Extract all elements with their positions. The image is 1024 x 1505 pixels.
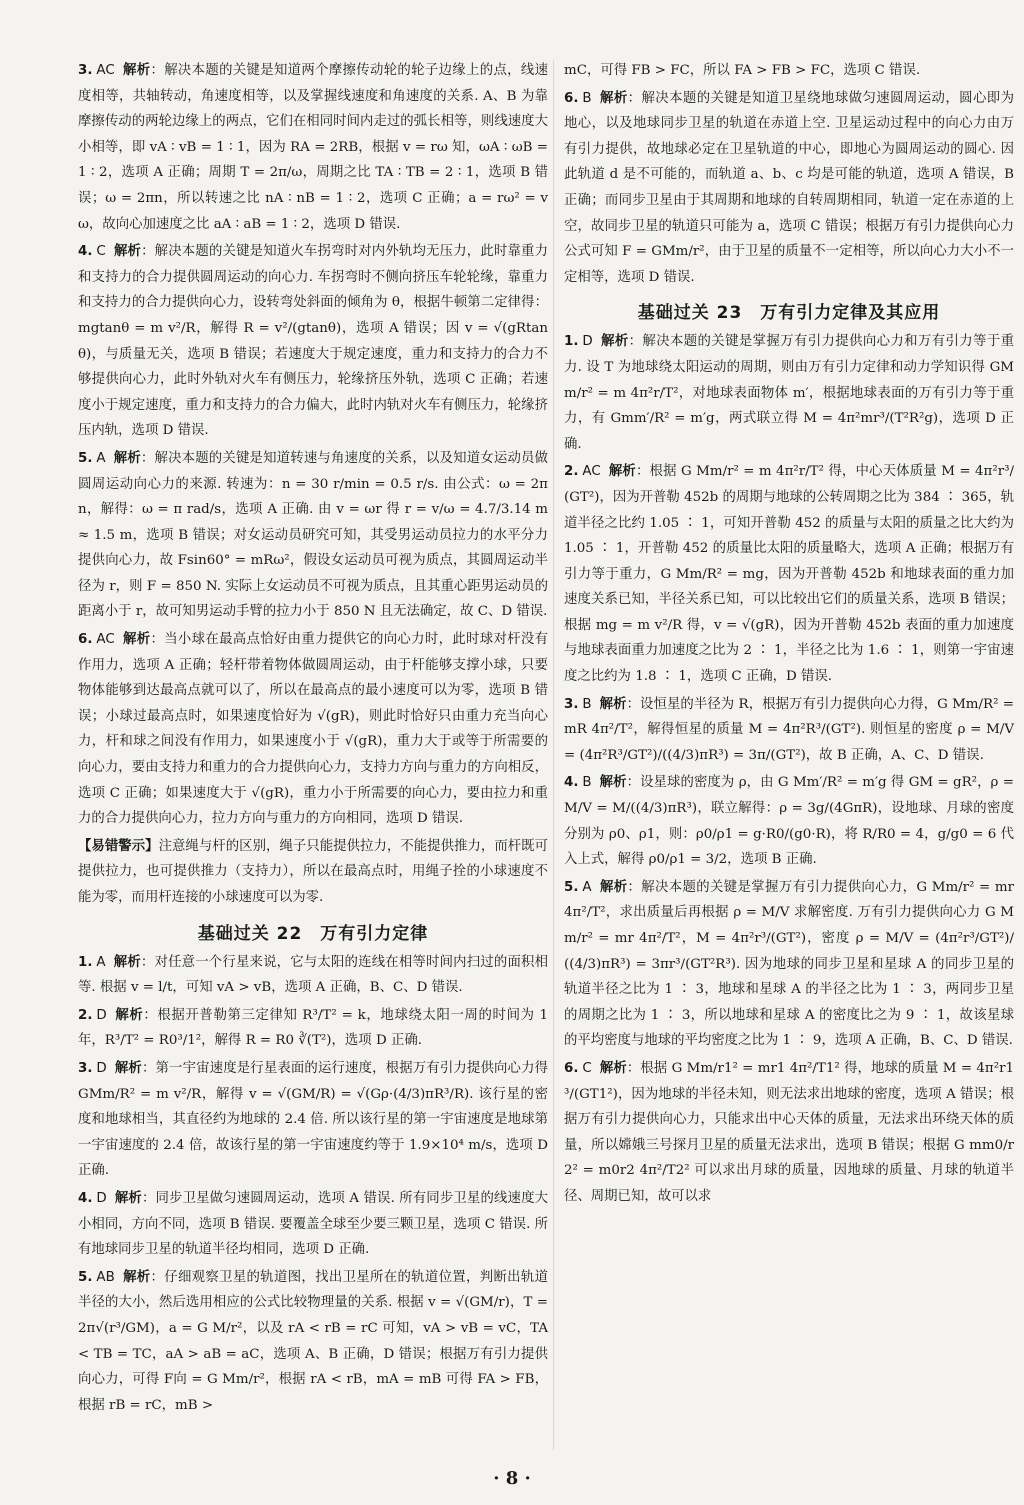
analysis-label: 解析 [599,696,627,712]
item-answer: D [96,1007,107,1023]
analysis-label: 解析 [113,954,141,970]
answer-item [78,1003,548,1054]
item-answer: C [96,244,106,260]
item-text: ：解决本题的关键是掌握万有引力提供向心力，G Mm/r² = mr 4π²/T²，求出质量后再根据 ρ = M/V 求解密度. 万有引力提供向心力 G Mm/r² = mr 4π²/T²，M = 4π²r³/(GT²)，密度 ρ = M/V = (4π²r³/GT²)/((4/3)πR³) = 3πr³/(GT²R³). 因为地球的同步卫星和星球 A 的同步卫星的轨道半径之比为 1 ∶ 3，地球和星球 A 的半径之比为 1 ∶ 3，两同步卫星的周期之比为 1 ∶ 3，所以地球和星球 A 的密度比之为 9 ∶ 1，故该星球的平均密度与地球的平均密度之比为 1 ∶ 9，选项 A 正确，B、C、D 错误. [564,879,1014,1049]
item-answer: AC [96,63,115,78]
section-title-22: 基础过关 22 万有引力定律 [197,923,429,944]
item-text: ：对任意一个行星来说，它与太阳的连线在相等时间内扫过的面积相等. 根据 v = l/t，可知 vA > vB，选项 A 正确，B、C、D 错误. [78,954,549,996]
analysis-label: 解析 [599,90,628,106]
warning-label: 【易错警示】 [78,838,159,854]
item-text: ：解决本题的关键是知道转速与角速度的关系，以及知道女运动员做圆周运动向心力的来源. 转速为：n = 30 r/min = 0.5 r/s. 由公式：ω = 2πn，解得：ω = π rad/s，选项 A 正确. 由 v = ωr 得 r = v/ω = 4.7/3.14 m ≈ 1.5 m，选项 B 错误；对女运动员研究可知，其受男运动员拉力的水平分力提供向心力，故 Fsin60° = mRω²，假设女运动员可视为质点，其圆周运动半径为 r，则 F = 850 N. 实际上女运动员不可视为质点，且其重心距男运动员的距离小于 r，故可知男运动手臂的拉力小于 850 N 且无法确定，故 C、D 错误. [78,450,549,620]
answer-item [78,1186,548,1263]
right-column [564,58,1014,1212]
item-text: ：解决本题的关键是掌握万有引力提供向心力和万有引力等于重力. 设 T 为地球绕太阳运动的周期，则由万有引力定律和动力学知识得 GMm/r² = m 4π²r/T²，对地球表面物体 m′，根据地球表面的万有引力等于重力，有 Gmm′/R² = m′g，两式联立得 M = 4π²mr³/(T²R²g)，选项 D 正确. [564,334,1014,452]
analysis-label: 解析 [122,1269,151,1285]
answer-item [564,875,1014,1054]
item-answer: A [96,450,106,466]
item-text: ：设恒星的半径为 R，根据万有引力提供向心力得，G Mm/R² = mR 4π²/T²，解得恒星的质量 M = 4π²R³/(GT²). 则恒星的密度 ρ = M/V = (4π²R³/GT²)/((4/3)πR³) = 3π/(GT²)，故 B 正确，A、C、D 错误. [564,696,1015,763]
analysis-label: 解析 [114,1007,144,1023]
item-text: ：解决本题的关键是知道两个摩擦传动轮的轮子边缘上的点，线速度相等，共轴转动，角速度相等，以及掌握线速度和角速度的关系. A、B 为靠摩擦传动的两轮边缘上的两点，它们在相同时间内走过的弧长相等，则线速度大小相等，即 vA ∶ vB = 1 ∶ 1，因为 RA = 2RB，根据 v = rω 知，ωA ∶ ωB = 1 ∶ 2，选项 A 正确；周期 T = 2π/ω，周期之比 TA ∶ TB = 2 ∶ 1，选项 B 错误；ω = 2πn，所以转速之比 nA ∶ nB = 1 ∶ 2，选项 C 正确；a = rω² = vω，故向心加速度之比 aA ∶ aB = 1 ∶ 2，选项 D 错误. [78,63,549,232]
item-answer: D [96,1190,107,1206]
item-number: 4. [78,244,93,260]
analysis-label: 解析 [113,244,142,260]
analysis-label: 解析 [122,63,151,78]
item-number: 5. [78,1269,93,1285]
item-number: 3. [564,696,579,712]
answer-item [78,627,548,832]
item-text: ：设星球的密度为 ρ，由 G Mm′/R² = m′g 得 GM = gR²，ρ = M/V = M/((4/3)πR³)，联立解得：ρ = 3g/(4GπR)，设地球、月球的密度分别为 ρ0、ρ1，则：ρ0/ρ1 = g·R0/(g0·R)，将 R/R0 = 4，g/g0 = 6 代入上式，解得 ρ0/ρ1 = 3/2，选项 B 正确. [564,775,1014,868]
left-column [78,58,548,1420]
item-text: ：当小球在最高点恰好由重力提供它的向心力时，此时球对杆没有作用力，选项 A 正确；轻杆带着物体做圆周运动，由于杆能够支撑小球，只要物体能够到达最高点就可以了，所以在最高点的最小速度可以为零，选项 B 错误；小球过最高点时，如果速度恰好为 √(gR)，则此时恰好只由重力充当向心力，杆和球之间没有作用力，如果速度小于 √(gR)，重力大于或等于所需要的向心力，要由支持力和重力的合力提供向心力，支持力方向与重力的方向相反，选项 C 正确；如果速度大于 √(gR)，重力小于所需要的向心力，要由拉力和重力的合力提供向心力，拉力方向与重力的方向相同，选项 D 错误. [78,632,549,827]
answer-item [564,1056,1014,1210]
item-number: 5. [564,879,579,895]
answer-item [564,459,1014,689]
answer-item [78,446,548,625]
item-number: 6. [564,90,579,106]
analysis-label: 解析 [600,334,629,350]
item-number: 1. [78,954,93,970]
item-number: 1. [564,334,579,350]
item-text: ：根据 G Mm/r1² = mr1 4π²/T1² 得，地球的质量 M = 4π²r1³/(GT1²)，因为地球的半径未知，则无法求出地球的密度，选项 A 错误；根据万有引力提供向心力，只能求出中心天体的质量，无法求出环绕天体的质量，所以嫦娥三号探月卫星的质量无法求出，选项 B 错误；根据 G mm0/r2² = m0r2 4π²/T2² 可以求出月球的质量，因地球的质量、月球的轨道半径、周期已知，故可以求 [564,1060,1014,1204]
analysis-label: 解析 [122,632,151,648]
item-number: 4. [564,775,579,791]
item-answer: A [582,879,592,895]
item-answer: B [582,696,592,712]
item-number: 3. [78,1060,93,1076]
answer-item [78,1056,548,1184]
analysis-label: 解析 [599,775,627,791]
column-divider [553,60,554,1450]
item-number: 5. [78,450,93,466]
analysis-label: 解析 [114,1190,142,1206]
item-text: ：仔细观察卫星的轨道图，找出卫星所在的轨道位置，判断出轨道半径的大小，然后选用相应的公式比较物理量的关系. 根据 v = √(GM/r)，T = 2π√(r³/GM)，a = G M/r²，以及 rA < rB = rC 可知，vA > vB = vC，TA < TB = TC，aA > aB = aC，选项 A、B 正确，D 错误；根据万有引力提供向心力，可得 F向 = G Mm/r²，根据 rA < rB，mA = mB 可得 FA > FB，根据 rB = rC，mB > [78,1269,549,1413]
item-answer: AC [96,632,115,648]
answer-item [564,770,1014,872]
item-answer: A [96,954,106,970]
analysis-label: 解析 [599,879,628,895]
answer-item [564,329,1014,457]
answer-item [564,692,1014,769]
item-answer: AB [96,1269,115,1285]
answer-item [78,58,548,237]
analysis-label: 解析 [599,1060,627,1076]
answer-item [78,950,548,1001]
item-text: ：根据开普勒第三定律知 R³/T² = k，地球绕太阳一周的时间为 1 年，R³/T² = R0³/1²，解得 R = R0 ∛(T²)，选项 D 正确. [78,1007,548,1049]
item-text: ：同步卫星做匀速圆周运动，选项 A 错误. 所有同步卫星的线速度大小相同，方向不同，选项 B 错误. 要覆盖全球至少要三颗卫星，选项 C 错误. 所有地球同步卫星的轨道半径均相同，选项 D 正确. [78,1190,549,1258]
analysis-label: 解析 [113,450,141,466]
item-number: 6. [564,1060,579,1076]
item-answer: AC [582,464,601,480]
item-number: 2. [564,464,579,480]
error-warning-note [78,834,548,911]
item-answer: C [582,1060,592,1076]
section-title-23: 基础过关 23 万有引力定律及其应用 [637,303,941,324]
item-text: ：根据 G Mm/r² = m 4π²r/T² 得，中心天体质量 M = 4π²r³/(GT²)，因为开普勒 452b 的周期与地球的公转周期之比为 384 ∶ 365，轨道半径之比约 1.05 ∶ 1，可知开普勒 452 的质量与太阳的质量之比大约为 1.05 ∶ 1，开普勒 452 的质量比太阳的质量略大，选项 A 正确；根据万有引力等于重力，G Mm/R² = mg，因为开普勒 452b 和地球表面的重力加速度关系已知，半径关系已知，可以比较出它们的质量关系，选项 B 错误；根据 mg = m v²/R 得，v = √(gR)，因为开普勒 452b 表面的重力加速度与地球表面重力加速度之比为 2 ∶ 1，半径之比为 1.6 ∶ 1，则第一宇宙速度之比约为 1.8 ∶ 1，选项 C 正确，D 错误. [564,464,1014,685]
warning-text: 注意绳与杆的区别，绳子只能提供拉力，不能提供推力，而杆既可提供拉力，也可提供推力（支持力），所以在最高点时，用绳子拴的小球速度不能为零，而用杆连接的小球速度可以为零. [78,838,548,905]
item-text: ：第一宇宙速度是行星表面的运行速度，根据万有引力提供向心力得 GMm/R² = m v²/R，解得 v = √(GM/R) = √(Gρ·(4/3)πR³/R). 该行星的密度和地球相当，其直径约为地球的 2.4 倍. 所以该行星的第一宇宙速度是地球第一宇宙速度的 2.4 倍，故该行星的第一宇宙速度约等于 1.9×10⁴ m/s，选项 D 正确. [78,1060,549,1179]
answer-item [564,86,1014,291]
item-number: 3. [78,63,93,78]
page-number: · 8 · [493,1468,531,1489]
item-number: 2. [78,1007,93,1023]
item-number: 4. [78,1190,93,1206]
item-answer: B [582,775,592,791]
answer-item [78,1265,548,1419]
item-answer: B [582,90,592,106]
item-answer: D [96,1060,107,1076]
item-text: ：解决本题的关键是知道卫星绕地球做匀速圆周运动，圆心即为地心，以及地球同步卫星的轨道在赤道上空. 卫星运动过程中的向心力由万有引力提供，故地球必定在卫星轨道的中心，即地心为圆周运动的圆心. 因此轨道 d 是不可能的，而轨道 a、b、c 均是可能的轨道，选项 A 错误，B 正确；而同步卫星由于其周期和地球的自转周期相同，轨道一定在赤道的上空，故同步卫星的轨道只可能为 a，选项 C 错误；根据万有引力提供向心力公式可知 F = GMm/r²，由于卫星的质量不一定相等，所以向心力大小不一定相等，选项 D 错误. [564,90,1015,285]
answer-item [78,239,548,444]
item-text: ：解决本题的关键是知道火车拐弯时对内外轨均无压力，此时靠重力和支持力的合力提供圆周运动的向心力. 车拐弯时不侧向挤压车轮轮缘，靠重力和支持力的合力提供向心力，设转弯处斜面的倾角为 θ，根据牛顿第二定律得：mgtanθ = m v²/R，解得 R = v²/(gtanθ)，选项 A 错误；因 v = √(gRtanθ)，与质量无关，选项 B 错误；若速度大于规定速度，重力和支持力的合力不够提供向心力，此时外轨对火车有侧压力，轮缘挤压外轨，选项 C 正确；若速度小于规定速度，重力和支持力的合力偏大，此时内轨对火车有侧压力，轮缘挤压内轨，选项 D 错误. [78,244,549,439]
analysis-label: 解析 [608,464,636,480]
item-answer: D [582,334,593,350]
analysis-label: 解析 [114,1060,142,1076]
item-number: 6. [78,632,93,648]
continued-text: mC，可得 FB > FC，所以 FA > FB > FC，选项 C 错误. [564,63,921,78]
